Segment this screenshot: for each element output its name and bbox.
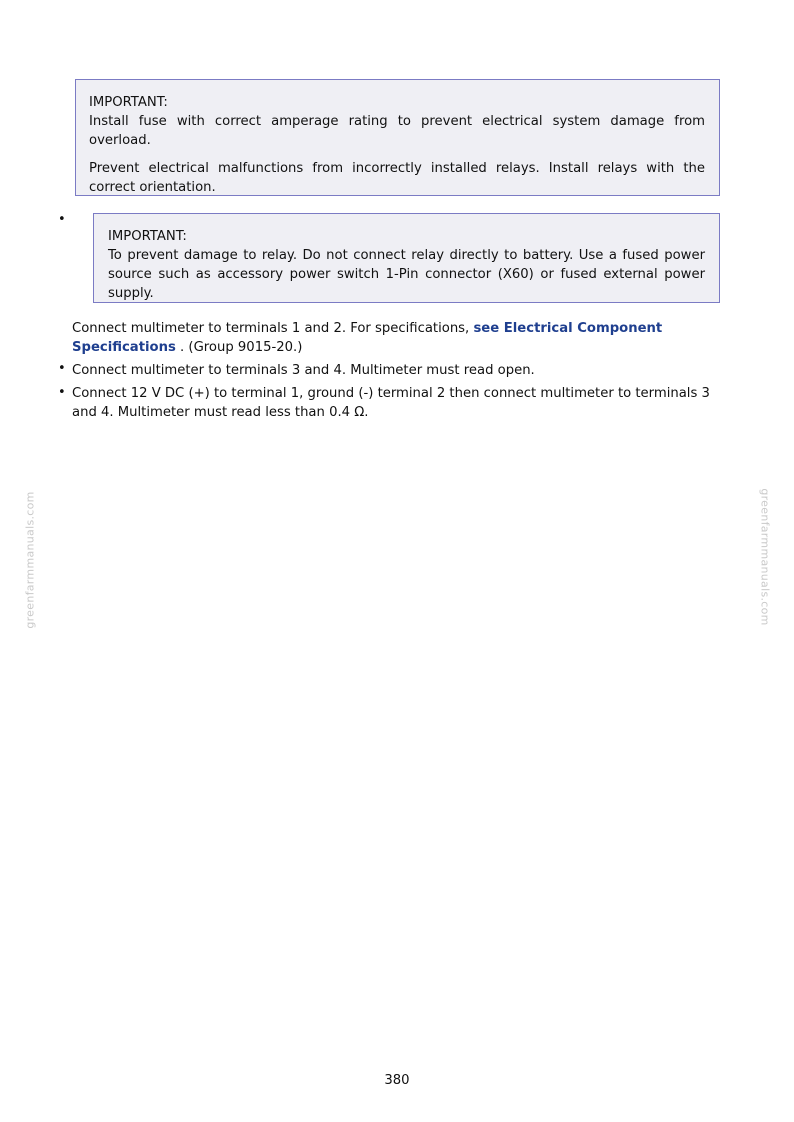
- list-bullet: •: [58, 212, 66, 227]
- watermark-right: greenfarmmanuals.com: [758, 488, 772, 626]
- watermark-left: greenfarmmanuals.com: [23, 491, 37, 629]
- important-notice-relay: [93, 213, 720, 303]
- notice-heading: IMPORTANT:: [108, 229, 187, 244]
- important-notice-fuse: [75, 79, 720, 196]
- step-text: . (Group 9015-20.): [180, 340, 303, 355]
- notice-fuse-text: Install fuse with correct amperage rating to prevent electrical system damage from overload.: [89, 114, 705, 148]
- notice-relay-damage-text: To prevent damage to relay. Do not connect relay directly to battery. Use a fused power source such as accessory power switch 1-Pin connector (X60) or fused external power supply.: [108, 248, 705, 301]
- page-number: 380: [384, 1073, 410, 1088]
- notice-relay-orientation-text: Prevent electrical malfunctions from incorrectly installed relays. Install relays with the correct orientation.: [89, 161, 705, 195]
- step-text: Connect multimeter to terminals 1 and 2. For specifications,: [72, 321, 470, 336]
- list-bullet: •: [58, 385, 66, 400]
- notice-heading: IMPORTANT:: [89, 95, 168, 110]
- electrical-specifications-link[interactable]: see Electrical Component Specifications: [72, 321, 663, 355]
- step-connect-terminals-1-2: [72, 319, 720, 357]
- step-apply-12v: Connect 12 V DC (+) to terminal 1, ground (-) terminal 2 then connect multimeter to terminals 3 and 4. Multimeter must read less than 0.4 Ω.: [72, 386, 710, 420]
- step-connect-terminals-3-4: Connect multimeter to terminals 3 and 4. Multimeter must read open.: [72, 363, 535, 378]
- list-bullet: •: [58, 361, 66, 376]
